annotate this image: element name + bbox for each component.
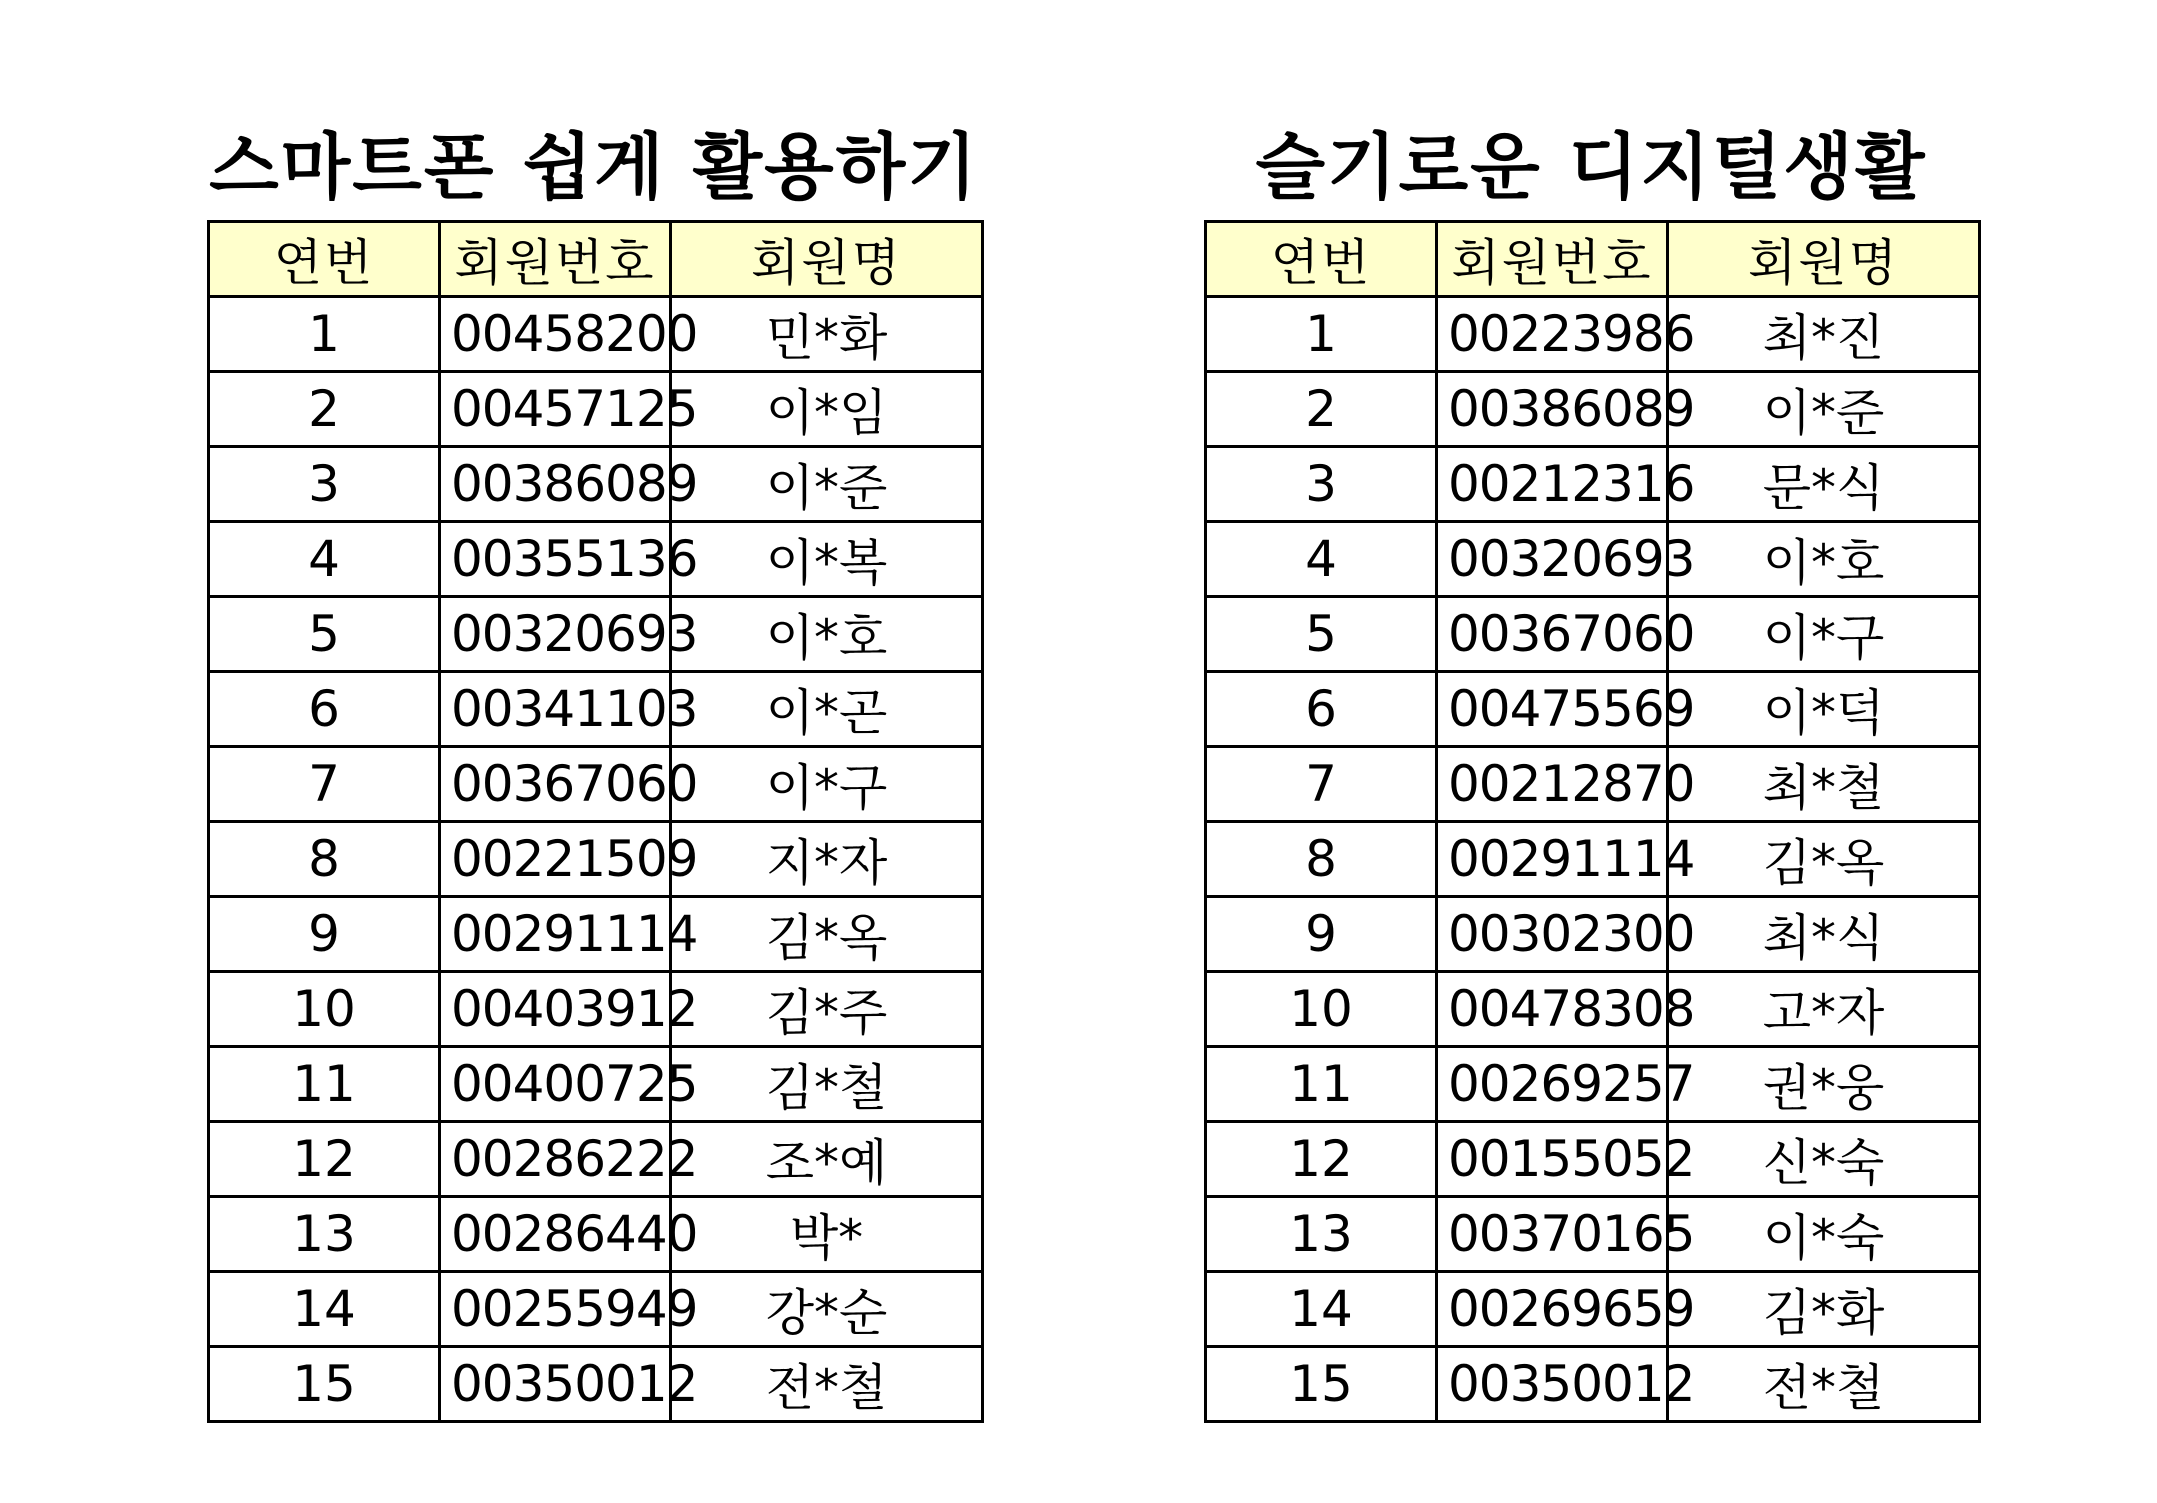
member-id-cell: 00221509: [440, 822, 671, 897]
column-header-seq: 연번: [209, 222, 440, 297]
seq-cell: 6: [1206, 672, 1437, 747]
seq-cell: 2: [1206, 372, 1437, 447]
member-id-cell: 00367060: [1437, 597, 1668, 672]
member-name-cell: 이*호: [1668, 522, 1980, 597]
member-name-cell: 최*철: [1668, 747, 1980, 822]
table-row: [1206, 822, 1980, 897]
member-id-cell: 00386089: [1437, 372, 1668, 447]
seq-cell: 6: [209, 672, 440, 747]
table-title: 스마트폰 쉽게 활용하기: [209, 125, 979, 209]
column-header-member-name: 회원명: [671, 222, 983, 297]
member-name-cell: 조*예: [671, 1122, 983, 1197]
member-name-cell: 이*곤: [671, 672, 983, 747]
member-name-cell: 김*주: [671, 972, 983, 1047]
table-row: [1206, 597, 1980, 672]
member-name-cell: 김*화: [1668, 1272, 1980, 1347]
member-id-cell: 00475569: [1437, 672, 1668, 747]
member-id-cell: 00291114: [1437, 822, 1668, 897]
seq-cell: 11: [209, 1047, 440, 1122]
table-title: 슬기로운 디지털생활: [1255, 125, 1927, 209]
member-name-cell: 이*호: [671, 597, 983, 672]
member-id-cell: 00386089: [440, 447, 671, 522]
column-header-member-id: 회원번호: [440, 222, 671, 297]
member-id-cell: 00286440: [440, 1197, 671, 1272]
member-name-cell: 김*철: [671, 1047, 983, 1122]
seq-cell: 5: [1206, 597, 1437, 672]
member-name-cell: 이*준: [1668, 372, 1980, 447]
member-id-cell: 00403912: [440, 972, 671, 1047]
member-id-cell: 00155052: [1437, 1122, 1668, 1197]
table-row: [209, 822, 983, 897]
table-row: [1206, 747, 1980, 822]
seq-cell: 3: [1206, 447, 1437, 522]
member-id-cell: 00212316: [1437, 447, 1668, 522]
seq-cell: 7: [209, 747, 440, 822]
seq-cell: 1: [1206, 297, 1437, 372]
member-name-cell: 전*철: [1668, 1347, 1980, 1422]
member-name-cell: 신*숙: [1668, 1122, 1980, 1197]
table-row: [1206, 672, 1980, 747]
header-row: [1206, 222, 1980, 297]
table-row: [1206, 1122, 1980, 1197]
seq-cell: 12: [1206, 1122, 1437, 1197]
member-id-cell: 00350012: [1437, 1347, 1668, 1422]
member-id-cell: 00458200: [440, 297, 671, 372]
member-id-cell: 00212870: [1437, 747, 1668, 822]
table-row: [1206, 522, 1980, 597]
table-row: [1206, 1047, 1980, 1122]
member-id-cell: 00269659: [1437, 1272, 1668, 1347]
roster-panel-digital-life: [1204, 120, 1978, 1423]
member-table: [207, 220, 984, 1423]
member-name-cell: 최*진: [1668, 297, 1980, 372]
seq-cell: 14: [209, 1272, 440, 1347]
seq-cell: 9: [1206, 897, 1437, 972]
member-name-cell: 이*숙: [1668, 1197, 1980, 1272]
table-row: [209, 1122, 983, 1197]
table-row: [209, 522, 983, 597]
member-name-cell: 강*순: [671, 1272, 983, 1347]
header-row: [209, 222, 983, 297]
table-row: [209, 972, 983, 1047]
seq-cell: 8: [209, 822, 440, 897]
seq-cell: 2: [209, 372, 440, 447]
table-row: [1206, 297, 1980, 372]
seq-cell: 15: [209, 1347, 440, 1422]
seq-cell: 5: [209, 597, 440, 672]
seq-cell: 15: [1206, 1347, 1437, 1422]
table-row: [1206, 1272, 1980, 1347]
member-name-cell: 박*: [671, 1197, 983, 1272]
table-row: [209, 447, 983, 522]
column-header-seq: 연번: [1206, 222, 1437, 297]
member-name-cell: 이*복: [671, 522, 983, 597]
seq-cell: 9: [209, 897, 440, 972]
table-row: [1206, 1347, 1980, 1422]
seq-cell: 10: [209, 972, 440, 1047]
member-id-cell: 00400725: [440, 1047, 671, 1122]
member-table: [1204, 220, 1981, 1423]
member-id-cell: 00320693: [1437, 522, 1668, 597]
member-id-cell: 00255949: [440, 1272, 671, 1347]
member-id-cell: 00341103: [440, 672, 671, 747]
member-name-cell: 권*웅: [1668, 1047, 1980, 1122]
table-row: [209, 1272, 983, 1347]
table-row: [209, 1197, 983, 1272]
seq-cell: 8: [1206, 822, 1437, 897]
seq-cell: 12: [209, 1122, 440, 1197]
member-id-cell: 00223986: [1437, 297, 1668, 372]
seq-cell: 13: [209, 1197, 440, 1272]
member-id-cell: 00286222: [440, 1122, 671, 1197]
member-id-cell: 00478308: [1437, 972, 1668, 1047]
seq-cell: 10: [1206, 972, 1437, 1047]
table-row: [1206, 372, 1980, 447]
table-row: [1206, 972, 1980, 1047]
table-row: [1206, 1197, 1980, 1272]
roster-panel-smartphone: [207, 120, 981, 1423]
member-id-cell: 00457125: [440, 372, 671, 447]
member-name-cell: 민*화: [671, 297, 983, 372]
member-name-cell: 이*구: [671, 747, 983, 822]
member-name-cell: 이*준: [671, 447, 983, 522]
member-id-cell: 00355136: [440, 522, 671, 597]
member-id-cell: 00302300: [1437, 897, 1668, 972]
seq-cell: 7: [1206, 747, 1437, 822]
member-id-cell: 00367060: [440, 747, 671, 822]
table-row: [209, 1347, 983, 1422]
member-name-cell: 고*자: [1668, 972, 1980, 1047]
member-id-cell: 00269257: [1437, 1047, 1668, 1122]
member-id-cell: 00291114: [440, 897, 671, 972]
member-id-cell: 00350012: [440, 1347, 671, 1422]
member-name-cell: 이*임: [671, 372, 983, 447]
table-row: [1206, 447, 1980, 522]
table-row: [209, 747, 983, 822]
table-row: [209, 297, 983, 372]
seq-cell: 14: [1206, 1272, 1437, 1347]
member-name-cell: 최*식: [1668, 897, 1980, 972]
seq-cell: 13: [1206, 1197, 1437, 1272]
table-row: [209, 897, 983, 972]
table-row: [209, 372, 983, 447]
seq-cell: 4: [209, 522, 440, 597]
column-header-member-name: 회원명: [1668, 222, 1980, 297]
member-name-cell: 김*옥: [671, 897, 983, 972]
seq-cell: 4: [1206, 522, 1437, 597]
table-row: [209, 597, 983, 672]
table-row: [209, 1047, 983, 1122]
seq-cell: 3: [209, 447, 440, 522]
member-name-cell: 지*자: [671, 822, 983, 897]
seq-cell: 11: [1206, 1047, 1437, 1122]
member-name-cell: 전*철: [671, 1347, 983, 1422]
member-name-cell: 김*옥: [1668, 822, 1980, 897]
table-row: [1206, 897, 1980, 972]
table-row: [209, 672, 983, 747]
column-header-member-id: 회원번호: [1437, 222, 1668, 297]
member-id-cell: 00320693: [440, 597, 671, 672]
member-name-cell: 이*구: [1668, 597, 1980, 672]
member-name-cell: 이*덕: [1668, 672, 1980, 747]
member-id-cell: 00370165: [1437, 1197, 1668, 1272]
seq-cell: 1: [209, 297, 440, 372]
member-name-cell: 문*식: [1668, 447, 1980, 522]
